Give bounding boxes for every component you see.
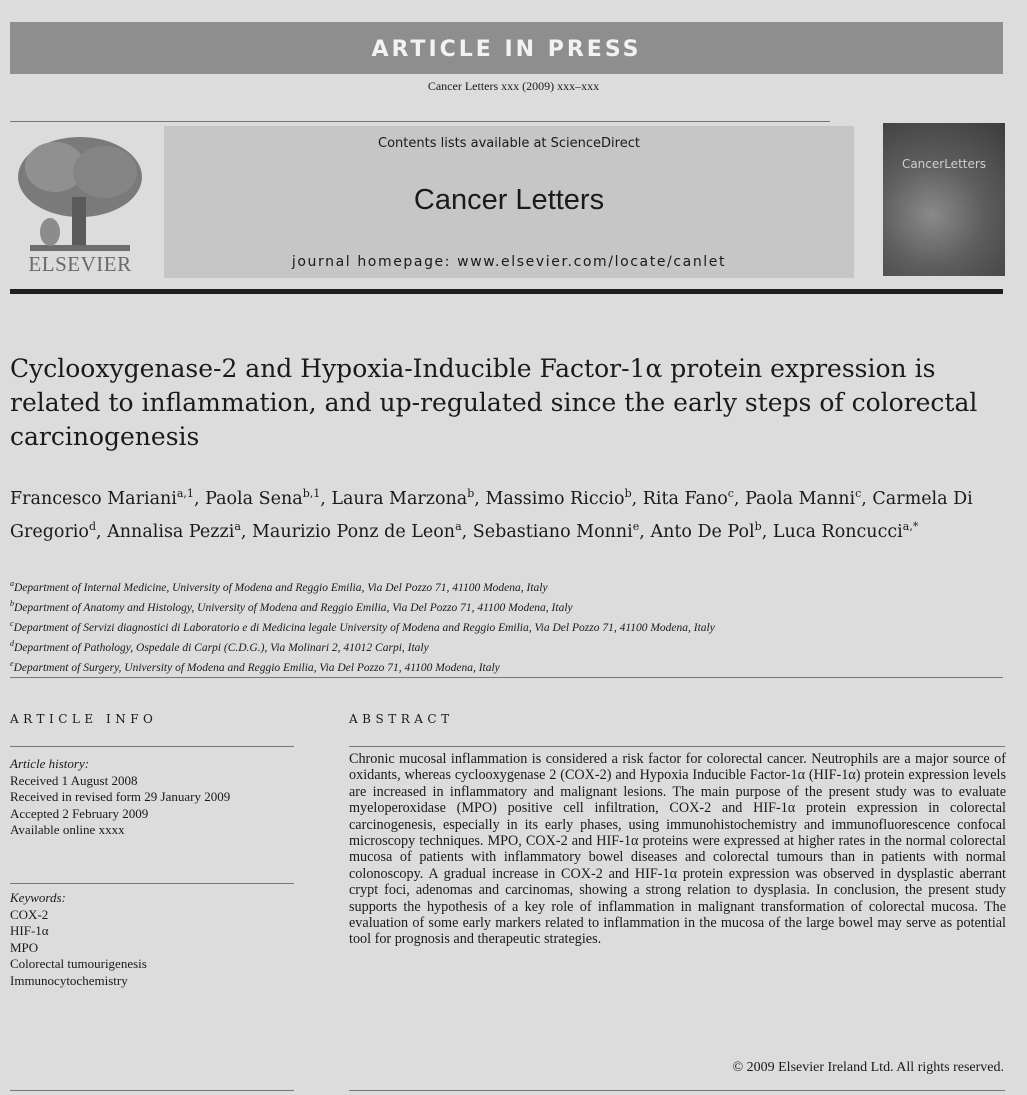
author-name: Paola Sena: [205, 488, 303, 509]
journal-name: Cancer Letters: [413, 184, 605, 216]
abstract-text: Chronic mucosal inflammation is considered a risk factor for colorectal cancer. Neutrophils are a major source of oxidants, whereas cyclooxygenase 2 (COX-2) and Hypoxia Inducible Factor-1α (HIF-1α) protein expression levels are increased in inflammatory and malignant lesions. The main purpose of the present study was to evaluate myeloperoxidase (MPO) positive cell infiltration, COX-2 and HIF-1α protein expression in colorectal carcinogenesis, especially in its early phases, using immunohistochemistry and immunofluorescence confocal microscopy techniques. MPO, COX-2 and HIF-1α proteins were expressed at higher rates in the normal colorectal mucosa of patients with inflammatory bowel diseases and colorectal tumours than in patients with normal colonoscopy. A gradual increase in COX-2 and HIF-1α protein expression was observed in dysplastic aberrant crypt foci, adenomas and carcinomas, showing a strong relation to dysplasia. In conclusion, the present study supports the hypothesis of a key role of inflammation in malignant transformation of colorectal mucosa. The evaluation of some early markers related to inflammation in the mucosa of the large bowel may serve as potential tool for prognosis and therapeutic strategies.: [349, 751, 1006, 948]
header-top-rule: [10, 121, 830, 122]
article-history: [10, 756, 295, 839]
author-list: Francesco Mariani$^{a,1}$, Paola Sena$^{b,1}$, Laura Marzona$^b$, Massimo Riccio$^b$, Rita Fano$^c$, Paola Manni$^c$, Carmela Di Gregorio$^d$, Annalisa Pezzi$^a$, Maurizio Ponz de Leon$^a$, Sebastiano Monni$^e$, Anto De Pol$^b$, Luca Roncucci$^{a,*}$: [10, 487, 973, 542]
history-item: Accepted 2 February 2009: [10, 805, 149, 821]
author-affiliation-mark: b: [754, 519, 762, 533]
author-affiliation-mark: a: [234, 519, 241, 533]
affiliations-rule: [10, 677, 1003, 678]
keyword-list: [10, 890, 295, 989]
author-name: Massimo Riccio: [485, 488, 625, 509]
keyword-item: MPO: [10, 939, 39, 955]
citation-line: Cancer Letters xxx (2009) xxx–xxx: [427, 79, 600, 93]
author-affiliation-mark: c: [727, 487, 734, 500]
history-item: Available online xxxx: [10, 822, 125, 837]
keyword-item: COX-2: [10, 906, 49, 922]
affiliation-item: [10, 576, 1020, 596]
affiliation-text: Department of Pathology, Ospedale di Carpi (C.D.G.), Via Molinari 2, 41012 Carpi, Italy: [14, 641, 429, 654]
journal-homepage-link[interactable]: journal homepage: www.elsevier.com/locate/canlet: [291, 254, 727, 270]
publisher-name: ELSEVIER: [28, 252, 132, 276]
author-affiliation-mark: c: [855, 487, 862, 500]
author-affiliation-mark: b: [467, 487, 475, 500]
article-title: Cyclooxygenase-2 and Hypoxia-Inducible Factor-1α protein expression is related to inflammation, and up-regulated since the early steps of colorectal carcinogenesis: [10, 354, 978, 451]
keyword-item: HIF-1α: [10, 923, 49, 938]
history-item: Received in revised form 29 January 2009: [10, 789, 231, 804]
affiliation-key: c: [10, 619, 14, 629]
affiliation-text: Department of Servizi diagnostici di Laboratorio e di Medicina legale University of Modena and Reggio Emilia, Via Del Pozzo 71, 41100 Modena, Italy: [13, 621, 715, 634]
author-affiliation-mark: e: [632, 519, 640, 533]
journal-cover-image: [883, 123, 1005, 276]
affiliation-item: [10, 636, 1020, 656]
affiliation-text: Department of Anatomy and Histology, University of Modena and Reggio Emilia, Via Del Pozzo 71, 41100 Modena, Italy: [14, 601, 573, 614]
affiliation-key: e: [10, 659, 14, 669]
affiliation-key: d: [10, 639, 14, 649]
affiliation-text: Department of Internal Medicine, University of Modena and Reggio Emilia, Via Del Pozzo 71, 41100 Modena, Italy: [14, 581, 548, 594]
author-affiliation-mark: a,1: [176, 487, 194, 500]
history-rule: [10, 883, 294, 884]
affiliation-key: a: [10, 579, 14, 588]
article-info-heading: ARTICLE INFO: [10, 712, 158, 726]
keyword-item: Immunocytochemistry: [10, 972, 128, 988]
author-name: Luca Roncucci: [772, 521, 903, 542]
author-name: Maurizio Ponz de Leon: [252, 521, 456, 542]
author-affiliation-mark: b: [624, 487, 632, 500]
affiliation-text: Department of Surgery, University of Modena and Reggio Emilia, Via Del Pozzo 71, 41100 Modena, Italy: [13, 661, 500, 674]
author-name: Carmela Di Gregorio: [10, 488, 973, 542]
keywords-label: Keywords:: [10, 890, 66, 905]
bottom-rule-left: [10, 1090, 294, 1091]
affiliation-item: [10, 656, 1020, 676]
article-info-rule: [10, 746, 294, 747]
author-name: Rita Fano: [642, 488, 728, 509]
author-name: Sebastiano Monni: [472, 521, 633, 542]
author-affiliation-mark: d: [88, 519, 96, 533]
cover-title: CancerLetters: [901, 157, 987, 171]
author-name: Francesco Mariani: [10, 488, 177, 509]
copyright-notice: © 2009 Elsevier Ireland Ltd. All rights reserved.: [732, 1060, 1004, 1075]
affiliation-list: [10, 576, 1020, 676]
header-bottom-rule: [10, 289, 1003, 294]
journal-header-box: [164, 126, 854, 278]
affiliation-item: [10, 596, 1020, 616]
keyword-item: Colorectal tumourigenesis: [10, 956, 147, 971]
author-affiliation-mark: a,*: [902, 519, 919, 533]
abstract-heading: ABSTRACT: [349, 712, 454, 726]
author-name: Anto De Pol: [650, 521, 755, 542]
bottom-rule-right: [349, 1090, 1005, 1091]
abstract-rule: [349, 746, 1005, 747]
author-affiliation-mark: a: [455, 519, 462, 533]
article-in-press-banner: ARTICLE IN PRESS: [10, 22, 1003, 74]
history-label: Article history:: [10, 756, 90, 771]
author-name: Laura Marzona: [331, 488, 468, 509]
affiliation-item: [10, 616, 1020, 636]
contents-line: Contents lists available at ScienceDirect: [378, 136, 640, 151]
history-item: Received 1 August 2008: [10, 772, 138, 788]
author-affiliation-mark: b,1: [302, 487, 321, 500]
author-name: Annalisa Pezzi: [107, 521, 235, 542]
author-name: Paola Manni: [745, 488, 856, 509]
affiliation-key: b: [10, 599, 14, 609]
